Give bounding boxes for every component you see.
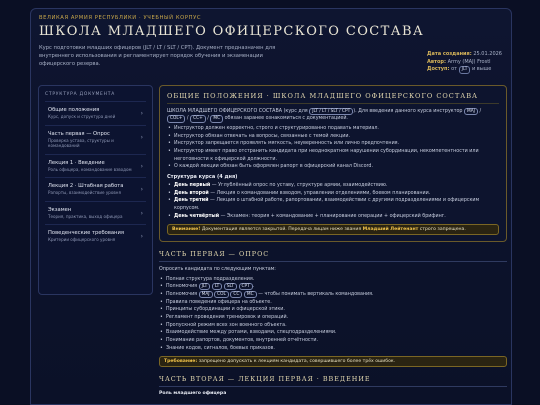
separator: / (479, 109, 482, 114)
chevron-right-icon: › (140, 110, 143, 117)
general-provisions-card (159, 85, 507, 242)
general-intro (167, 108, 499, 123)
rank-chip: JLT (459, 66, 471, 74)
rank-chip: CC (230, 291, 242, 298)
rank-chip: JLT / LT / SLT / CPT (309, 108, 353, 115)
meta-access (427, 66, 502, 74)
list-item: • Пропускной режим всех зон военного объекта. (159, 322, 507, 330)
requirement-text: запрещено допускать к лекциям кандидата, совершившего более трёх ошибок. (197, 359, 396, 365)
list-item (159, 291, 507, 299)
list-item: • Полная структура подразделения. (159, 276, 507, 284)
page-title: ШКОЛА МЛАДШЕГО ОФИЦЕРСКОГО СОСТАВА (39, 24, 425, 39)
sidebar-item-title: Лекция 2 · Штабная работа (48, 183, 124, 190)
list-item: • Инструктор должен корректно, строго и структурированно подавать материал. (167, 125, 499, 133)
sidebar-item-subtitle: Теория, практика, выход офицера (48, 213, 123, 219)
rank-chip: COL (214, 291, 229, 298)
chevron-right-icon: › (140, 186, 143, 194)
breadcrumb: ВЕЛИКАЯ АРМИЯ РЕСПУБЛИКИ · УЧЕБНЫЙ КОРПУС (39, 15, 202, 21)
rank-chip: CPT (239, 283, 253, 290)
list-item: • Понимание рапортов, документов, внутренней отчётности. (159, 337, 507, 345)
course-days-list (167, 182, 499, 220)
sidebar-item-subtitle: Курс, допуск и структура дней (48, 114, 116, 119)
meta-created (427, 51, 502, 59)
part-one-intro: Опросить кандидата по следующим пунктам: (159, 267, 276, 273)
sidebar-item-title: Поведенческие требования (48, 230, 124, 237)
sidebar-item-lecture-2[interactable] (45, 177, 146, 201)
item-text: Полномочия (166, 292, 198, 297)
part-two-section (159, 375, 507, 396)
list-item: • О каждой лекции обязан быть оформлен рапорт в офицерский канал Discord. (167, 163, 499, 171)
warning-label: Внимание! (172, 227, 201, 233)
page-description: Курс подготовки младших офицеров (JLT / LT / SLT / CPT). Документ предназначен для внутреннего использования и регламентирует порядок обучения и экзаменации офицерского резерва. (39, 45, 276, 68)
warning-rank: Младший Лейтенант (362, 227, 419, 233)
day-label: День четвёртый (174, 213, 220, 219)
divider (167, 103, 499, 104)
meta-created-label: Дата создания: (427, 51, 472, 57)
sidebar-item-part-one[interactable] (45, 125, 146, 154)
requirement-label: Требование: (164, 359, 198, 365)
rank-chip: JLT (199, 283, 211, 290)
warning-notice (167, 224, 499, 235)
intro-text: обязан заранее ознакомиться с документацией. (224, 116, 348, 122)
section-heading: ОБЩИЕ ПОЛОЖЕНИЯ · ШКОЛА МЛАДШЕГО ОФИЦЕРСКОГО СОСТАВА (167, 92, 479, 100)
rank-chip: MC (210, 115, 223, 122)
rank-chip: LT (212, 283, 222, 290)
list-item: • Регламент проведения тренировок и операций. (159, 314, 507, 322)
section-heading: ЧАСТЬ ВТОРАЯ — ЛЕКЦИЯ ПЕРВАЯ · ВВЕДЕНИЕ (159, 375, 371, 384)
separator: / (207, 116, 209, 122)
day-text: — Лекция о командовании взводом, управлении отделениями, боевом планировании. (208, 190, 431, 196)
list-item: • Инструктор запрещается проявлять мягкость, неуверенность или лично предпочтения. (167, 140, 499, 148)
warning-text: строго запрещена. (418, 227, 466, 233)
document-content (159, 85, 507, 405)
meta-access-to: и выше (471, 66, 492, 72)
list-item (167, 197, 499, 212)
chevron-right-icon: › (140, 162, 143, 170)
sidebar-item-behavior[interactable] (45, 224, 146, 248)
sidebar-item-subtitle: Роль офицера, командование взводом (48, 166, 132, 172)
meta-created-value: 25.01.2026 (473, 51, 502, 57)
document-frame (30, 8, 512, 405)
day-label: День второй (174, 190, 209, 196)
rank-chip: CC+ (190, 115, 206, 122)
section-heading: ЧАСТЬ ПЕРВАЯ — ОПРОС (159, 250, 270, 259)
sidebar-item-general[interactable] (45, 101, 146, 125)
intro-text: ШКОЛА МЛАДШЕГО ОФИЦЕРСКОГО СОСТАВА (курс для (167, 109, 308, 114)
list-item (159, 283, 507, 291)
chevron-right-icon: › (140, 133, 143, 141)
intro-text: ). Для введения данного курса инструктор (353, 109, 463, 114)
day-text: — Лекция о штабной работе, рапортовании, взаимодействии с другими подразделениями и офицерским корпусом. (174, 198, 480, 211)
divider (159, 261, 507, 262)
page-header (31, 9, 511, 77)
rank-chip: MC (244, 291, 257, 298)
sidebar-item-subtitle: Критерии офицерского уровня (48, 237, 116, 243)
rank-chip: MAJ (464, 108, 478, 115)
document-meta (427, 51, 502, 74)
list-item: • Взаимодействие между ротами, взводами, спецподразделениями. (159, 329, 507, 337)
course-structure-title: Структура курса (4 дня) (167, 173, 238, 180)
sidebar-item-subtitle: Рапорты, взаимодействие уровня (48, 190, 121, 196)
meta-author-value: Army (MAJ) Frostl (447, 58, 491, 65)
list-item (167, 182, 499, 190)
part-two-subtitle: Роль младшего офицера (159, 391, 227, 397)
list-item: • Принципы субординации и офицерской этики. (159, 306, 507, 314)
day-text: — Экзамен: теория + командование + планирование операции + офицерский брифинг. (219, 213, 446, 219)
document-outline-sidebar (38, 85, 153, 295)
sidebar-heading: СТРУКТУРА ДОКУМЕНТА (45, 92, 116, 97)
list-item: • Правила поведения офицера на объекте. (159, 299, 507, 307)
requirement-notice (159, 356, 507, 367)
chevron-right-icon: › (140, 209, 143, 217)
sidebar-item-title: Экзамен (48, 206, 72, 213)
sidebar-item-title: Лекция 1 · Введение (48, 159, 105, 166)
item-text: — чтобы понимать вертикаль командования. (258, 292, 374, 297)
separator: / (186, 116, 189, 122)
list-item: • Знание кодов, сигналов, боевых приказов. (159, 345, 507, 353)
item-text: Полномочия (166, 284, 198, 290)
list-item: • Инструктор обязан отвечать на вопросы, связанные с темой лекции. (167, 133, 499, 141)
survey-items-list (159, 276, 507, 353)
day-label: День первый (174, 182, 211, 188)
meta-author (427, 59, 502, 67)
list-item: • Инструктор имеет право отстранить кандидата при неоднократном нарушении субординации, некомпетентности или неготовности к офицерской должности. (167, 148, 499, 163)
list-item (167, 213, 499, 221)
warning-text: Документация является закрытой. Передача лицам ниже звания (200, 227, 363, 233)
sidebar-item-exam[interactable] (45, 201, 146, 225)
sidebar-item-title: Общие положения (48, 107, 100, 113)
day-text: — Углублённый опрос по уставу, структуре армии, взаимодействию. (210, 182, 388, 188)
sidebar-item-lecture-1[interactable] (45, 154, 146, 178)
divider (159, 386, 507, 387)
rank-chip: COL+ (167, 115, 185, 122)
list-item (167, 190, 499, 198)
item-text: . (252, 284, 255, 290)
meta-access-from: от (451, 66, 458, 72)
rank-chip: SLT (224, 283, 237, 290)
chevron-right-icon: › (140, 233, 143, 241)
sidebar-item-title: Часть первая — Опрос (48, 130, 110, 137)
sidebar-item-subtitle: Проверка устава, структуры и командований (48, 137, 114, 149)
meta-access-label: Доступ: (427, 66, 450, 72)
part-one-section (159, 250, 507, 367)
meta-author-label: Автор: (427, 58, 446, 65)
rank-chip: MAJ (199, 291, 213, 298)
day-label: День третий (174, 198, 209, 204)
instructor-rules-list (167, 125, 499, 171)
